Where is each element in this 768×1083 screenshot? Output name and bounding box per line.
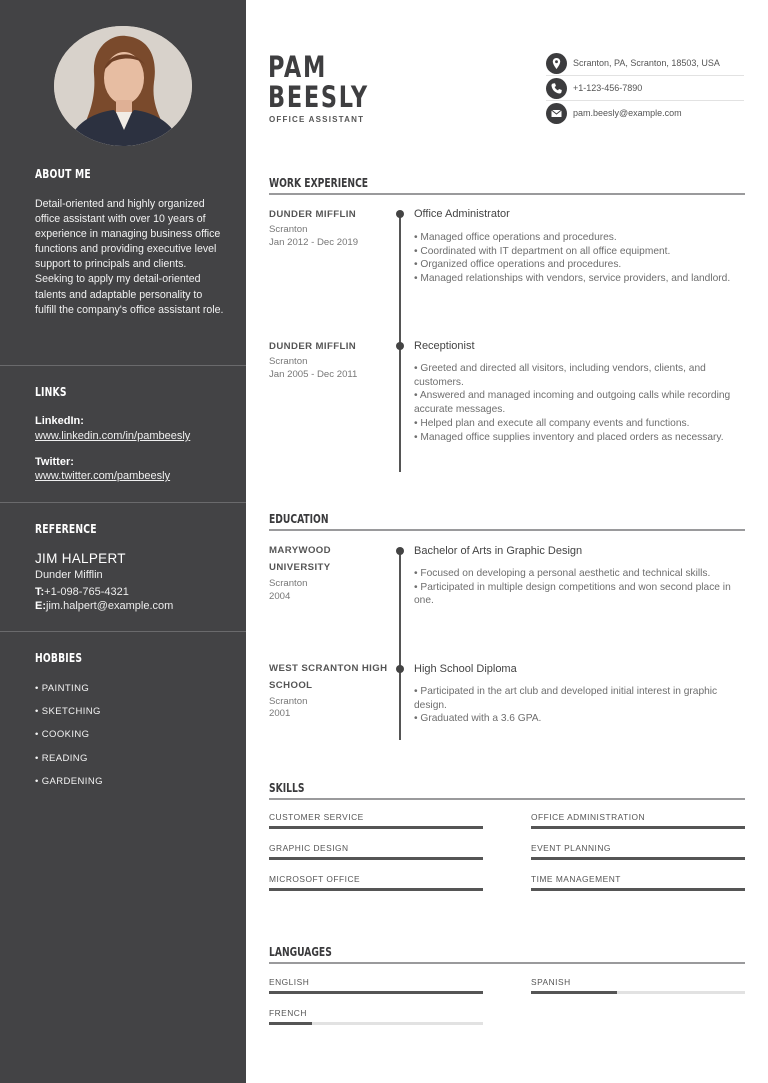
contact-email: pam.beesly@example.com — [573, 108, 682, 118]
reference-heading: REFERENCE — [35, 521, 97, 536]
skill-name: OFFICE ADMINISTRATION — [531, 812, 646, 822]
language-item — [269, 977, 483, 987]
language-bar — [269, 1022, 483, 1025]
education-org: MARYWOOD UNIVERSITY — [269, 545, 331, 573]
contact-phone: +1-123-456-7890 — [573, 83, 643, 93]
skill-name: TIME MANAGEMENT — [531, 874, 621, 884]
skill-bar — [269, 888, 483, 891]
work-org: DUNDER MIFFLIN — [269, 341, 357, 352]
bullet: • Participated in multiple design competitions and won second place in one. — [414, 581, 731, 607]
skill-name: CUSTOMER SERVICE — [269, 812, 364, 822]
last-name: BEESLY — [268, 80, 369, 114]
skill-bar-fill — [269, 888, 483, 891]
divider — [0, 502, 246, 503]
about-heading: ABOUT ME — [35, 166, 91, 181]
divider — [0, 631, 246, 632]
timeline-dot — [396, 210, 404, 218]
language-name: ENGLISH — [269, 977, 310, 987]
skill-bar — [269, 826, 483, 829]
education-heading: EDUCATION — [269, 512, 329, 526]
reference-email-value: jim.halpert@example.com — [46, 600, 174, 612]
language-bar-fill — [269, 991, 483, 994]
reference-phone-label: T: — [35, 586, 45, 598]
skill-bar — [269, 857, 483, 860]
skill-name: GRAPHIC DESIGN — [269, 843, 349, 853]
reference-name: JIM HALPERT — [35, 551, 126, 566]
section-rule — [269, 529, 745, 531]
section-rule — [269, 798, 745, 800]
reference-phone — [35, 586, 129, 598]
skill-item — [531, 874, 745, 884]
language-name: SPANISH — [531, 977, 571, 987]
hobbies-heading: HOBBIES — [35, 650, 83, 665]
work-location: Scranton — [269, 224, 308, 235]
contact-email-row — [546, 101, 744, 126]
skill-item — [269, 843, 483, 853]
reference-phone-value: +1-098-765-4321 — [44, 586, 129, 598]
bullet: • Managed relationships with vendors, service providers, and landlord. — [414, 273, 731, 285]
skill-bar — [531, 888, 745, 891]
bullet: • Coordinated with IT department on all office equipment. — [414, 245, 671, 257]
skill-item — [531, 812, 745, 822]
language-name: FRENCH — [269, 1008, 307, 1018]
language-bar — [269, 991, 483, 994]
section-rule — [269, 193, 745, 195]
divider — [0, 365, 246, 366]
timeline-dot — [396, 342, 404, 350]
language-bar — [531, 991, 745, 994]
twitter-label: Twitter: — [35, 456, 74, 468]
work-org: DUNDER MIFFLIN — [269, 209, 357, 220]
reference-company: Dunder Mifflin — [35, 569, 103, 581]
skill-bar-fill — [531, 888, 745, 891]
timeline-dot — [396, 547, 404, 555]
hobby-item: • GARDENING — [35, 776, 103, 787]
skill-bar — [531, 857, 745, 860]
education-degree: High School Diploma — [414, 663, 517, 675]
job-title: OFFICE ASSISTANT — [269, 115, 365, 124]
bullet: • Greeted and directed all visitors, including vendors, clients, and customers. — [414, 363, 706, 388]
languages-heading: LANGUAGES — [269, 945, 332, 959]
about-text: Detail-oriented and highly organized office assistant with over 10 years of experience in managing business office functions and providing executive level support to principals and clients. Seeking to apply my detail-oriented talents and adaptable personality to fulfill the company's office assistant role. — [35, 198, 224, 316]
bullet: • Graduated with a 3.6 GPA. — [414, 713, 542, 725]
skill-item — [531, 843, 745, 853]
skill-item — [269, 812, 483, 822]
sidebar — [0, 0, 246, 1083]
education-bullets — [414, 567, 740, 608]
bullet: • Helped plan and execute all company events and functions. — [414, 417, 690, 429]
work-role: Office Administrator — [414, 208, 510, 220]
skill-bar-fill — [531, 857, 745, 860]
education-bullets — [414, 685, 740, 726]
work-dates: Jan 2005 - Dec 2011 — [269, 369, 358, 380]
timeline-dot — [396, 665, 404, 673]
skill-name: MICROSOFT OFFICE — [269, 874, 361, 884]
hobby-item: • READING — [35, 753, 88, 764]
bullet: • Managed office supplies inventory and placed orders as necessary. — [414, 431, 724, 443]
reference-email-label: E: — [35, 600, 46, 612]
skill-bar — [531, 826, 745, 829]
education-location: Scranton — [269, 696, 308, 707]
work-heading: WORK EXPERIENCE — [269, 176, 369, 190]
contact-address-row — [546, 51, 744, 76]
skill-item — [269, 874, 483, 884]
work-bullets — [414, 362, 740, 444]
education-location: Scranton — [269, 578, 308, 589]
education-dates: 2001 — [269, 708, 291, 719]
language-item — [269, 1008, 483, 1018]
work-dates: Jan 2012 - Dec 2019 — [269, 237, 359, 248]
skills-heading: SKILLS — [269, 781, 305, 795]
skill-bar-fill — [531, 826, 745, 829]
language-item — [531, 977, 745, 987]
location-pin-icon — [546, 53, 567, 74]
education-dates: 2004 — [269, 591, 291, 602]
mail-icon — [546, 103, 567, 124]
first-name: PAM — [268, 50, 328, 84]
links-heading: LINKS — [35, 384, 67, 399]
linkedin-link[interactable]: www.linkedin.com/in/pambeesly — [35, 430, 191, 442]
language-bar-fill — [531, 991, 617, 994]
twitter-link[interactable]: www.twitter.com/pambeesly — [35, 470, 171, 482]
language-bar-fill — [269, 1022, 312, 1025]
work-bullets — [414, 231, 740, 286]
hobby-item: • COOKING — [35, 729, 90, 740]
contact-phone-row — [546, 76, 744, 101]
bullet: • Managed office operations and procedures. — [414, 232, 617, 243]
bullet: • Focused on developing a personal aesthetic and technical skills. — [414, 568, 711, 579]
bullet: • Answered and managed incoming and outgoing calls while recording accurate messages. — [414, 390, 731, 416]
linkedin-label: LinkedIn: — [35, 415, 84, 427]
bullet: • Participated in the art club and developed initial interest in graphic design. — [414, 686, 718, 711]
skill-bar-fill — [269, 826, 483, 829]
skill-name: EVENT PLANNING — [531, 843, 611, 853]
contact-address: Scranton, PA, Scranton, 18503, USA — [573, 58, 720, 68]
profile-photo — [54, 26, 192, 146]
skill-bar-fill — [269, 857, 483, 860]
bullet: • Organized office operations and procedures. — [414, 259, 622, 271]
phone-icon — [546, 78, 567, 99]
hobby-item: • PAINTING — [35, 683, 90, 694]
hobby-item: • SKETCHING — [35, 706, 101, 717]
education-timeline — [399, 548, 401, 740]
education-org: WEST SCRANTON HIGH SCHOOL — [269, 663, 388, 691]
work-location: Scranton — [269, 356, 308, 367]
section-rule — [269, 962, 745, 964]
reference-email — [35, 600, 173, 612]
education-degree: Bachelor of Arts in Graphic Design — [414, 545, 583, 557]
work-role: Receptionist — [414, 340, 475, 352]
